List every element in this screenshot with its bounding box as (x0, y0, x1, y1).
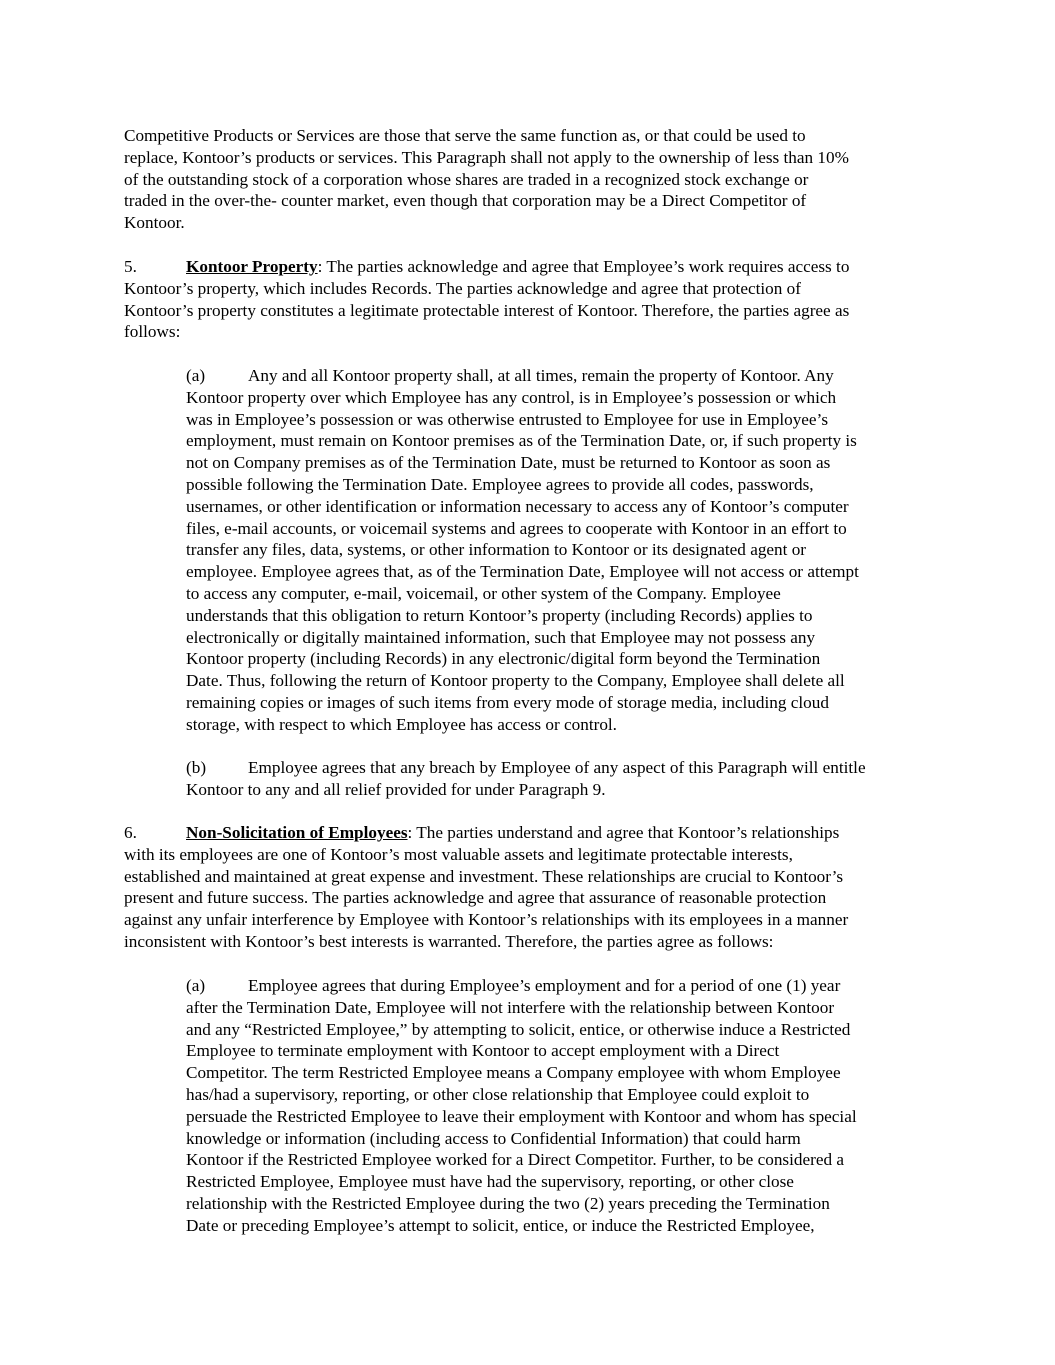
section-6-paragraph (124, 822, 936, 953)
paragraph-line: Kontoor if the Restricted Employee worked for a Direct Competitor. Further, to be considered a (186, 1150, 844, 1170)
section-5-first-line (124, 256, 936, 278)
paragraph-line: replace, Kontoor’s products or services. This Paragraph shall not apply to the ownership of less than 10% (124, 147, 849, 167)
paragraph-line: knowledge or information (including access to Confidential Information) that could harm (186, 1128, 801, 1148)
paragraph-line: Kontoor. (124, 213, 185, 233)
subparagraph-first-line-text: Any and all Kontoor property shall, at all times, remain the property of Kontoor. Any (248, 366, 834, 385)
paragraph-line: traded in the over-the- counter market, even though that corporation may be a Direct Competitor of (124, 191, 807, 211)
paragraph-line: inconsistent with Kontoor’s best interests is warranted. Therefore, the parties agree as follows: (124, 931, 774, 951)
paragraph-line: usernames, or other identification or information necessary to access any of Kontoor’s computer (186, 496, 849, 516)
paragraph-line: after the Termination Date, Employee will not interfere with the relationship between Kontoor (186, 997, 835, 1017)
paragraph-line: Kontoor’s property constitutes a legitimate protectable interest of Kontoor. Therefore, the parties agree as (124, 300, 850, 320)
paragraph-line: Kontoor’s property, which includes Records. The parties acknowledge and agree that protection of (124, 278, 801, 298)
section-6-first-line (124, 822, 936, 844)
paragraph-line: Kontoor to any and all relief provided for under Paragraph 9. (186, 779, 606, 799)
paragraph-line: Kontoor property over which Employee has any control, is in Employee’s possession or which (186, 387, 837, 407)
paragraph-line: against any unfair interference by Employee with Kontoor’s relationships with its employees in a manner (124, 910, 849, 930)
paragraph-line: files, e-mail accounts, or voicemail systems and agrees to cooperate with Kontoor in an effort to (186, 518, 847, 538)
intro-paragraph (124, 125, 936, 234)
subparagraph-label: (b) (186, 758, 207, 777)
paragraph-line: possible following the Termination Date. Employee agrees to provide all codes, passwords, (186, 474, 814, 494)
subparagraph-label: (a) (186, 366, 206, 385)
paragraph-line: and any “Restricted Employee,” by attempting to solicit, entice, or otherwise induce a Restricted (186, 1019, 851, 1039)
paragraph-line: not on Company premises as of the Termination Date, must be returned to Kontoor as soon as (186, 453, 831, 473)
paragraph-line: remaining copies or images of such items from every mode of storage media, including cloud (186, 692, 829, 712)
section-heading: Kontoor Property (186, 257, 318, 276)
section-5-paragraph (124, 256, 936, 343)
paragraph-line: relationship with the Restricted Employee during the two (2) years preceding the Termination (186, 1193, 830, 1213)
paragraph-line: storage, with respect to which Employee has access or control. (186, 714, 617, 734)
paragraph-line: electronically or digitally maintained information, such that Employee may not possess any (186, 627, 816, 647)
subparagraph-first-line (186, 757, 936, 779)
section-number: 6. (124, 823, 137, 842)
subparagraph-first-line (186, 975, 936, 997)
section-5-subparagraph-b (186, 757, 936, 801)
paragraph-line: follows: (124, 322, 181, 342)
subparagraph-first-line (186, 365, 936, 387)
paragraph-line: Competitive Products or Services are those that serve the same function as, or that could be used to (124, 126, 806, 145)
section-number: 5. (124, 257, 137, 276)
paragraph-line: established and maintained at great expense and investment. These relationships are crucial to Kontoor’s (124, 866, 844, 886)
paragraph-line: of the outstanding stock of a corporation whose shares are traded in a recognized stock exchange or (124, 169, 809, 189)
paragraph-line: transfer any files, data, systems, or other information to Kontoor or its designated agent or (186, 540, 807, 560)
paragraph-line: persuade the Restricted Employee to leave their employment with Kontoor and whom has special (186, 1106, 857, 1126)
paragraph-line: understands that this obligation to return Kontoor’s property (including Records) applies to (186, 605, 813, 625)
paragraph-line: employee. Employee agrees that, as of the Termination Date, Employee will not access or attempt (186, 562, 859, 582)
paragraph-line: present and future success. The parties acknowledge and agree that assurance of reasonable protection (124, 888, 827, 908)
section-6-subparagraph-a (186, 975, 936, 1237)
paragraph-line: was in Employee’s possession or was otherwise entrusted to Employee for use in Employee’s (186, 409, 829, 429)
section-5-subparagraph-a (186, 365, 936, 736)
section-heading: Non-Solicitation of Employees (186, 823, 408, 842)
paragraph-line: to access any computer, e-mail, voicemail, or other system of the Company. Employee (186, 583, 781, 603)
paragraph-line: Competitor. The term Restricted Employee means a Company employee with whom Employee (186, 1063, 841, 1083)
paragraph-line: with its employees are one of Kontoor’s most valuable assets and legitimate protectable interests, (124, 844, 793, 864)
paragraph-line: Date. Thus, following the return of Kontoor property to the Company, Employee shall delete all (186, 671, 845, 691)
paragraph-line: Kontoor property (including Records) in any electronic/digital form beyond the Termination (186, 649, 821, 669)
paragraph-line: has/had a supervisory, reporting, or other close relationship that Employee could exploit to (186, 1084, 810, 1104)
paragraph-line: Restricted Employee, Employee must have had the supervisory, reporting, or other close (186, 1172, 794, 1192)
section-5-first-line-text: : The parties acknowledge and agree that Employee’s work requires access to (317, 257, 850, 276)
subparagraph-first-line-text: Employee agrees that any breach by Employee of any aspect of this Paragraph will entitle (248, 758, 866, 777)
subparagraph-label: (a) (186, 976, 206, 995)
subparagraph-first-line-text: Employee agrees that during Employee’s employment and for a period of one (1) year (248, 976, 841, 995)
paragraph-line: Employee to terminate employment with Kontoor to accept employment with a Direct (186, 1041, 780, 1061)
section-6-first-line-text: : The parties understand and agree that Kontoor’s relationships (407, 823, 840, 842)
paragraph-line: employment, must remain on Kontoor premises as of the Termination Date, or, if such property is (186, 431, 857, 451)
paragraph-line: Date or preceding Employee’s attempt to solicit, entice, or induce the Restricted Employee, (186, 1215, 815, 1235)
